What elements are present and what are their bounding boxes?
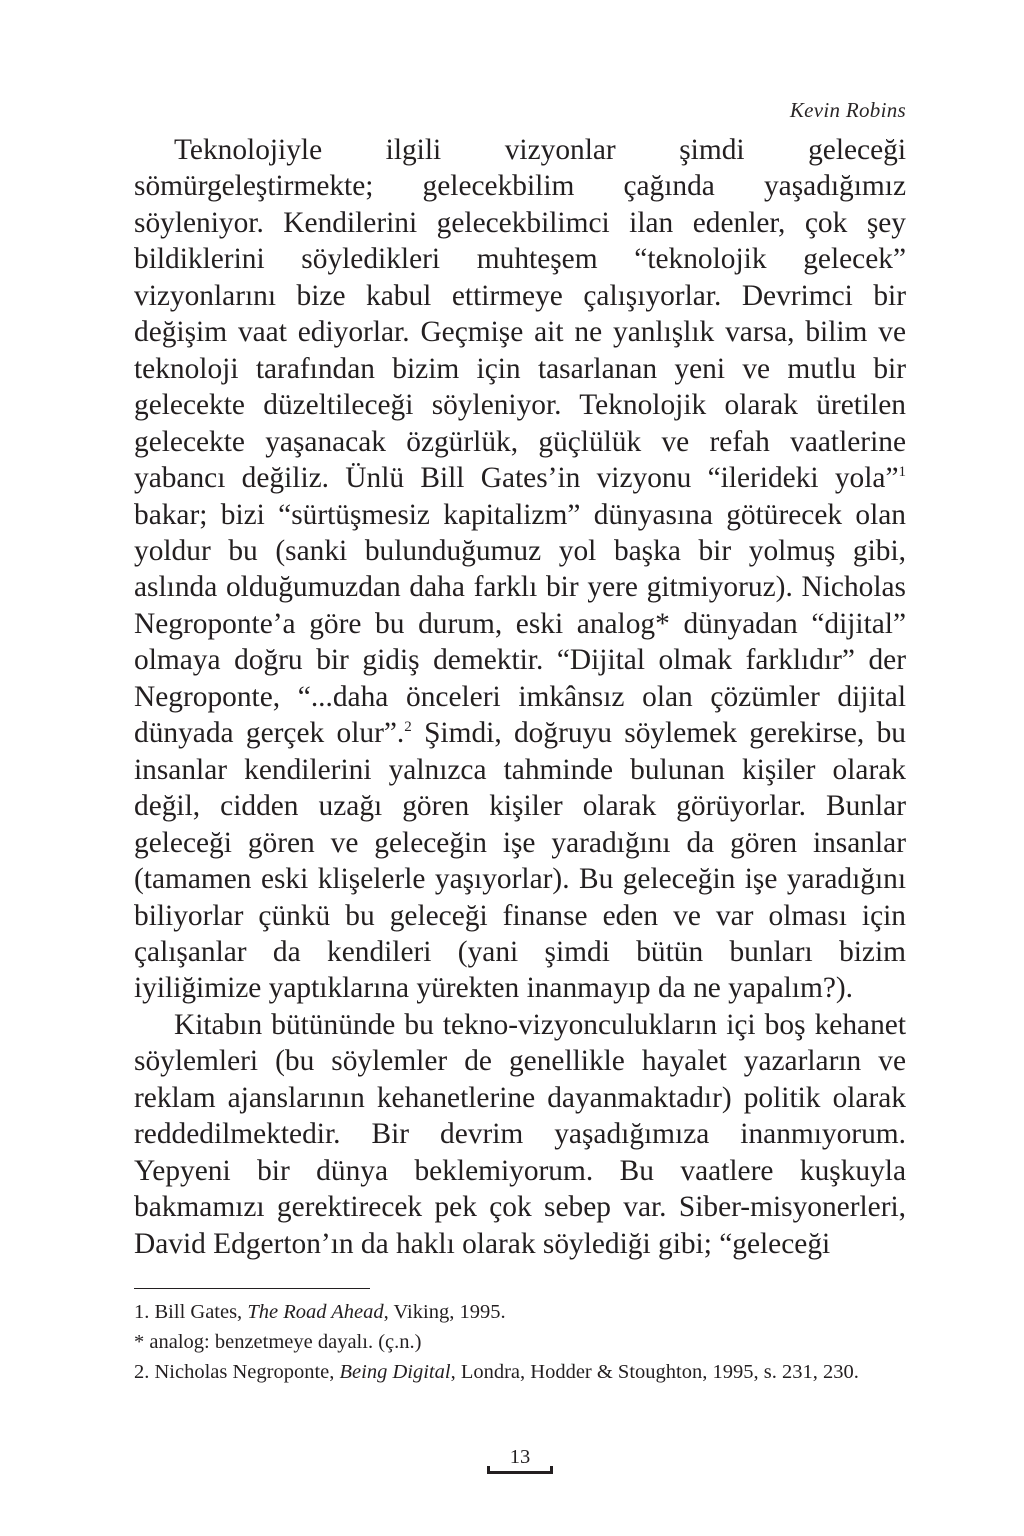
footnote-1-title: The Road Ahead (247, 1301, 384, 1323)
paragraph-1 (134, 132, 906, 1007)
paragraph-1-part-1: Teknolojiyle ilgili vizyonlar şimdi geleceği sömürgeleştirmekte; gelecekbilim çağında yaşadığımız söyleniyor. Kendilerini gelecekbilimci ilan edenler, çok şey bildiklerini söyledikleri muhteşem “teknolojik gelecek” vizyonlarını bize kabul ettirmeye çalışıyorlar. Devrimci bir değişim vaat ediyorlar. Geçmişe ait ne yanlışlık varsa, bilim ve teknoloji tarafından bizim için tasarlanan yeni ve mutlu bir gelecekte düzeltileceği söyleniyor. Teknolojik olarak üretilen gelecekte yaşanacak özgürlük, güçlülük ve refah vaatlerine yabancı değiliz. Ünlü Bill Gates’in vizyonu “ilerideki yola” (134, 134, 906, 495)
page-number: 13 (509, 1446, 531, 1468)
footnote-ref-1: 1 (898, 464, 906, 481)
footnote-2 (134, 1357, 906, 1387)
paragraph-1-part-3: Şimdi, doğruyu söylemek gerekirse, bu insanlar kendilerini yalnızca tahminde bulunan kişiler olarak değil, cidden uzağı gören kişiler olarak görüyorlar. Bunlar geleceği gören ve geleceğin işe yaradığını da gören insanlar (tamamen eski klişelerle yaşıyorlar). Bu geleceğin işe yaradığını biliyorlar çünkü bu geleceği finanse eden ve var olması için çalışanlar da kendileri (yani şimdi bütün bunları bizim iyiliğimize yaptıklarına yürekten inanmayıp da ne yapalım?). (134, 717, 906, 1005)
footnote-2-prefix: 2. Nicholas Negroponte, (134, 1361, 340, 1383)
paragraph-1-part-2: bakar; bizi “sürtüşmesiz kapitalizm” dünyasına götürecek olan yoldur bu (sanki bulunduğumuz yol başka bir yolmuş gibi, aslında olduğumuzdan daha farklı bir yere gitmiyoruz). Nicholas Negroponte’a göre bu durum, eski analog* dünyadan “dijital” olmaya doğru bir gidiş demektir. “Dijital olmak farklıdır” der Negroponte, “...daha önceleri imkânsız olan çözümler dijital dünyada gerçek olur”. (134, 498, 906, 750)
paragraph-2: Kitabın bütününde bu tekno-vizyonculukların içi boş kehanet söylemleri (bu söylemler de genellikle hayalet yazarların ve reklam ajanslarının kehanetlerine dayanmaktadır) politik olarak reddedilmektedir. Bir devrim yaşadığımıza inanmıyorum. Yepyeni bir dünya beklemiyorum. Bu vaatlere kuşkuyla bakmamızı gerektirecek pek çok sebep var. Siber-misyonerleri, David Edgerton’ın da haklı olarak söylediği gibi; “geleceği (134, 1008, 906, 1260)
page-number-underline (487, 1471, 553, 1474)
body-text (134, 132, 906, 1262)
footnote-1-suffix: , Viking, 1995. (383, 1301, 506, 1323)
footnote-ref-2: 2 (404, 719, 412, 736)
footnote-2-title: Being Digital (339, 1361, 451, 1383)
footnote-2-suffix: , Londra, Hodder & Stoughton, 1995, s. 231, 230. (450, 1361, 859, 1383)
running-head-author: Kevin Robins (789, 98, 906, 122)
footnote-1-prefix: 1. Bill Gates, (134, 1301, 248, 1323)
footnote-1 (134, 1297, 906, 1327)
footnote-translator-note: * analog: benzetmeye dayalı. (ç.n.) (134, 1331, 422, 1353)
footnotes (134, 1297, 906, 1387)
footnote-divider (134, 1288, 370, 1289)
